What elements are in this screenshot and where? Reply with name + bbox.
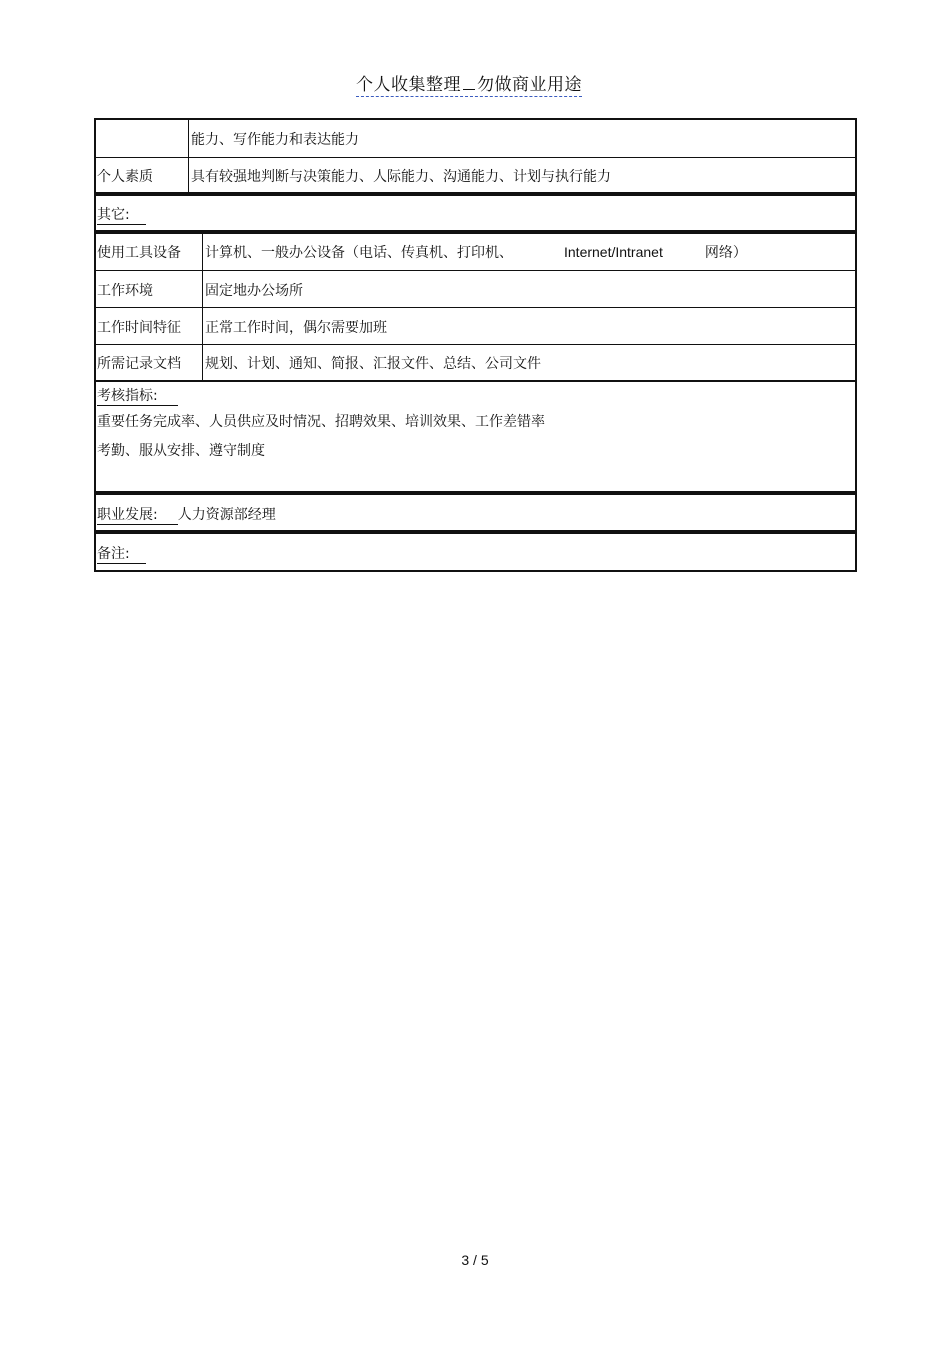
documents-value: 规划、计划、通知、简报、汇报文件、总结、公司文件 [205,356,541,372]
kpi-line-1: 重要任务完成率、人员供应及时情况、招聘效果、培训效果、工作差错率 [97,414,545,430]
personal-quality-value: 具有较强地判断与决策能力、人际能力、沟通能力、计划与执行能力 [191,168,611,185]
kpi-line-2: 考勤、服从安排、遵守制度 [97,443,265,459]
other-section [94,194,857,232]
environment-value: 固定地办公场所 [205,282,303,299]
career-section [94,493,857,532]
page-number: 3 / 5 [461,1252,489,1268]
table-row [96,270,855,308]
table-row [96,344,855,381]
work-time-value: 正常工作时间，偶尔需要加班 [205,319,387,336]
kpi-section [94,380,857,493]
career-value: 人力资源部经理 [177,507,276,523]
remark-section [94,532,857,572]
table-row [96,157,855,193]
work-conditions-table [94,232,857,382]
work-time-label: 工作时间特征 [97,319,181,336]
remark-label: 备注: [97,543,146,564]
table-row [96,234,855,270]
tools-value-c: 网络） [704,245,747,261]
tools-value-a: 计算机、一般办公设备（电话、传真机、打印机、 [205,245,513,261]
career-label: 职业发展: [97,504,178,525]
header-right-text: 勿做商业用途 [477,75,582,95]
documents-label: 所需记录文档 [97,356,181,372]
tools-label: 使用工具设备 [97,245,181,261]
kpi-label: 考核指标: [97,385,178,406]
header-left-text: 个人收集整理 [356,75,461,95]
environment-label: 工作环境 [97,282,153,299]
table-row [96,120,855,157]
header-gap [463,89,475,90]
page-header [356,70,582,97]
tools-value-b: Internet/Intranet [564,244,663,260]
ability-value: 能力、写作能力和表达能力 [191,131,359,148]
table-row [96,307,855,345]
other-label: 其它: [97,204,146,225]
personal-quality-label: 个人素质 [97,168,153,185]
qualification-table [94,118,857,194]
